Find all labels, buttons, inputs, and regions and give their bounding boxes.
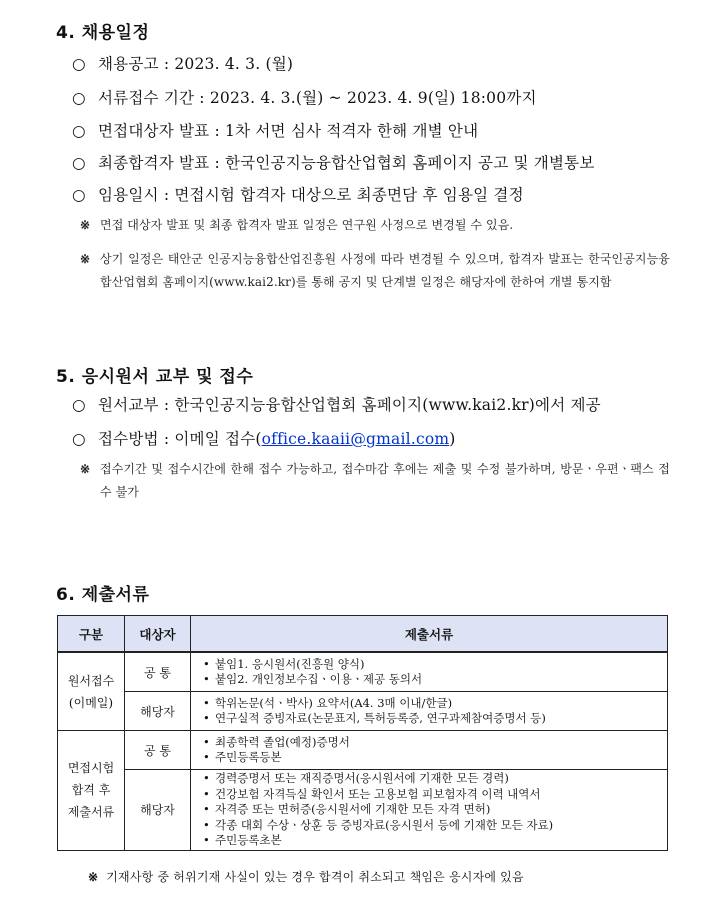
reference-mark-icon: ※ — [80, 252, 91, 266]
list-item: • 경력증명서 또는 재직증명서(응시원서에 기재한 모든 경력) — [215, 771, 667, 787]
list-item: • 붙임1. 응시원서(진흥원 양식) — [215, 657, 667, 673]
list-item: • 주민등록등본 — [215, 750, 667, 766]
application-item-method — [72, 427, 456, 449]
documents-list-cell — [191, 770, 668, 851]
schedule-item-text: 임용일시 : 면접시험 합격자 대상으로 최종면담 후 임용일 결정 — [98, 186, 524, 204]
schedule-item-interview-notice — [72, 119, 478, 141]
reference-mark-icon: ※ — [88, 870, 99, 884]
list-item: • 연구실적 증빙자료(논문표지, 특허등록증, 연구과제참여증명서 등) — [215, 711, 667, 727]
application-item-text: 원서교부 : 한국인공지능융합산업협회 홈페이지(www.kai2.kr)에서 제공 — [98, 396, 601, 414]
schedule-note-2 — [80, 248, 670, 294]
table-header-row — [58, 616, 668, 653]
group-label-line: 합격 후 — [71, 783, 111, 798]
circle-bullet-icon: ○ — [72, 154, 86, 172]
reference-mark-icon: ※ — [80, 218, 91, 232]
note-text: 상기 일정은 태안군 인공지능융합산업진흥원 사정에 따라 변경될 수 있으며, 합격자 발표는 한국인공지능융합산업협회 홈페이지(www.kai2.kr)를 통해 공지 및 단계별 일정은 해당자에 한하여 개별 통지함 — [100, 252, 670, 289]
list-item: • 붙임2. 개인정보수집ㆍ이용ㆍ제공 동의서 — [215, 672, 667, 688]
schedule-item-text: 서류접수 기간 : 2023. 4. 3.(월) ~ 2023. 4. 9(일) 18:00까지 — [98, 89, 537, 107]
circle-bullet-icon: ○ — [72, 186, 86, 204]
target-applicable: 해당자 — [125, 692, 191, 731]
list-item: • 최종학력 졸업(예정)증명서 — [215, 735, 667, 751]
schedule-item-appointment — [72, 183, 524, 205]
header-category: 구분 — [58, 616, 125, 653]
group-label-line: 면접시험 — [67, 761, 115, 776]
circle-bullet-icon: ○ — [72, 430, 86, 448]
method-suffix: ) — [449, 430, 456, 448]
list-item: • 주민등록초본 — [215, 833, 667, 849]
section-6-title: 6. 제출서류 — [56, 585, 150, 605]
schedule-item-application-period — [72, 86, 537, 108]
group-label-line: (이메일) — [68, 695, 114, 710]
schedule-item-text: 채용공고 : 2023. 4. 3. (월) — [98, 55, 294, 73]
schedule-item-text: 최종합격자 발표 : 한국인공지능융합산업협회 홈페이지 공고 및 개별통보 — [98, 154, 595, 172]
schedule-item-text: 면접대상자 발표 : 1차 서면 심사 적격자 한해 개별 안내 — [98, 122, 479, 140]
application-item-form — [72, 393, 601, 415]
list-item: • 학위논문(석ㆍ박사) 요약서(A4. 3매 이내/한글) — [215, 696, 667, 712]
circle-bullet-icon: ○ — [72, 89, 86, 107]
email-link[interactable]: office.kaaii@gmail.com — [261, 430, 450, 448]
circle-bullet-icon: ○ — [72, 122, 86, 140]
method-prefix: 접수방법 : 이메일 접수( — [98, 430, 262, 448]
target-common: 공 통 — [125, 652, 191, 692]
list-item: • 각종 대회 수상ㆍ상훈 등 증빙자료(응시원서 등에 기재한 모든 자료) — [215, 818, 667, 834]
header-documents: 제출서류 — [191, 616, 668, 653]
group-label-line: 제출서류 — [67, 805, 115, 820]
circle-bullet-icon: ○ — [72, 396, 86, 414]
circle-bullet-icon: ○ — [72, 55, 86, 73]
target-applicable: 해당자 — [125, 770, 191, 851]
documents-list-cell — [191, 731, 668, 770]
documents-table — [57, 615, 668, 851]
table-row — [58, 692, 668, 731]
section-4-title: 4. 채용일정 — [56, 23, 150, 43]
header-target: 대상자 — [125, 616, 191, 653]
table-row — [58, 731, 668, 770]
target-common: 공 통 — [125, 731, 191, 770]
group-interview-label — [58, 731, 125, 851]
group-label-line: 원서접수 — [67, 673, 115, 688]
footnote — [88, 868, 524, 885]
list-item: • 건강보험 자격득실 확인서 또는 고용보험 피보험자격 이력 내역서 — [215, 787, 667, 803]
schedule-item-announcement — [72, 52, 293, 74]
group-application-label — [58, 652, 125, 731]
schedule-item-final-notice — [72, 151, 595, 173]
schedule-note-1 — [80, 214, 670, 237]
reference-mark-icon: ※ — [80, 462, 91, 476]
documents-list-cell — [191, 652, 668, 692]
footnote-text: 기재사항 중 허위기재 사실이 있는 경우 합격이 취소되고 책임은 응시자에 있음 — [106, 870, 524, 884]
table-row — [58, 652, 668, 692]
application-note — [80, 458, 670, 504]
note-text: 면접 대상자 발표 및 최종 합격자 발표 일정은 연구원 사정으로 변경될 수 있음. — [100, 218, 514, 232]
list-item: • 자격증 또는 면허증(응시원서에 기재한 모든 자격 면허) — [215, 802, 667, 818]
section-5-title: 5. 응시원서 교부 및 접수 — [56, 367, 254, 387]
documents-list-cell — [191, 692, 668, 731]
note-text: 접수기간 및 접수시간에 한해 접수 가능하고, 접수마감 후에는 제출 및 수정 불가하며, 방문ㆍ우편ㆍ팩스 접수 불가 — [100, 462, 670, 499]
table-row — [58, 770, 668, 851]
